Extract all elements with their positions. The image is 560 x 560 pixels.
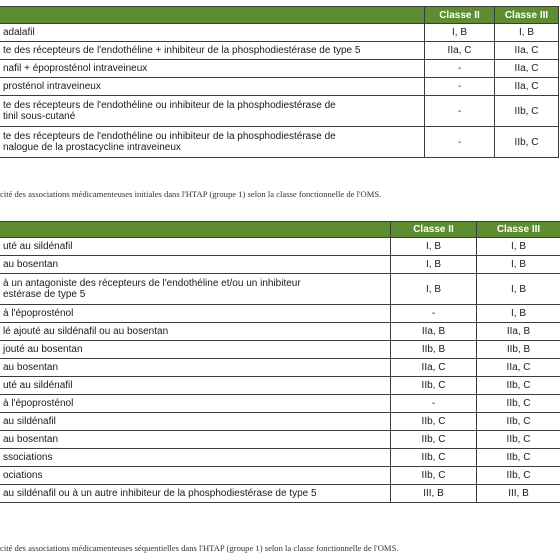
sequential-combination-table xyxy=(0,221,560,503)
classe-ii-cell: IIb, C xyxy=(391,377,477,395)
classe-iii-cell: I, B xyxy=(477,274,560,305)
header-therapy xyxy=(0,222,391,238)
classe-ii-cell: I, B xyxy=(391,238,477,256)
table-row xyxy=(0,256,560,274)
classe-iii-cell: I, B xyxy=(495,24,559,42)
table-row xyxy=(0,305,560,323)
classe-ii-cell: III, B xyxy=(391,485,477,503)
table-row xyxy=(0,78,559,96)
table-row xyxy=(0,341,560,359)
classe-iii-cell: IIa, C xyxy=(477,359,560,377)
header-therapy xyxy=(0,7,425,24)
table-row xyxy=(0,42,559,60)
therapy-cell: ociations xyxy=(0,467,391,485)
therapy-cell: jouté au bosentan xyxy=(0,341,391,359)
classe-iii-cell: IIa, C xyxy=(495,78,559,96)
table-header-row xyxy=(0,222,560,238)
therapy-cell: au sildénafil xyxy=(0,413,391,431)
table-row xyxy=(0,60,559,78)
classe-iii-cell: IIa, B xyxy=(477,323,560,341)
classe-iii-cell: IIb, C xyxy=(477,377,560,395)
classe-ii-cell: IIb, C xyxy=(391,449,477,467)
classe-iii-cell: I, B xyxy=(477,238,560,256)
classe-ii-cell: IIb, B xyxy=(391,341,477,359)
table-row xyxy=(0,467,560,485)
table-header-row xyxy=(0,7,559,24)
therapy-cell: ssociations xyxy=(0,449,391,467)
therapy-cell: adalafil xyxy=(0,24,425,42)
therapy-cell: à l'époprosténol xyxy=(0,395,391,413)
table-row xyxy=(0,413,560,431)
classe-iii-cell: IIb, C xyxy=(477,449,560,467)
therapy-cell: au bosentan xyxy=(0,359,391,377)
classe-ii-cell: IIa, C xyxy=(391,359,477,377)
classe-ii-cell: IIa, C xyxy=(425,42,495,60)
header-classe-iii: Classe III xyxy=(477,222,560,238)
classe-ii-cell: I, B xyxy=(391,256,477,274)
classe-iii-cell: IIa, C xyxy=(495,42,559,60)
table-row xyxy=(0,96,559,127)
table-row xyxy=(0,238,560,256)
table-row xyxy=(0,24,559,42)
classe-ii-cell: I, B xyxy=(391,274,477,305)
therapy-cell: uté au sildénafil xyxy=(0,377,391,395)
classe-iii-cell: IIb, C xyxy=(477,413,560,431)
initial-combination-table xyxy=(0,6,559,158)
classe-iii-cell: I, B xyxy=(477,256,560,274)
table1-caption: cité des associations médicamenteuses initiales dans l'HTAP (groupe 1) selon la classe fonctionnelle de l'OMS. xyxy=(0,189,382,199)
therapy-cell: au sildénafil ou à un autre inhibiteur de la phosphodiestérase de type 5 xyxy=(0,485,391,503)
table-row xyxy=(0,485,560,503)
classe-iii-cell: IIb, C xyxy=(495,127,559,158)
header-classe-iii: Classe III xyxy=(495,7,559,24)
therapy-cell: à un antagoniste des récepteurs de l'endothéline et/ou un inhibiteur estérase de type 5 xyxy=(0,274,391,305)
classe-iii-cell: IIb, C xyxy=(477,431,560,449)
therapy-cell: lé ajouté au sildénafil ou au bosentan xyxy=(0,323,391,341)
therapy-cell: uté au sildénafil xyxy=(0,238,391,256)
header-classe-ii: Classe II xyxy=(425,7,495,24)
classe-ii-cell: IIb, C xyxy=(391,413,477,431)
classe-ii-cell: I, B xyxy=(425,24,495,42)
classe-ii-cell: - xyxy=(425,96,495,127)
table-row xyxy=(0,449,560,467)
classe-iii-cell: I, B xyxy=(477,305,560,323)
table2-caption: cité des associations médicamenteuses séquentielles dans l'HTAP (groupe 1) selon la classe fonctionnelle de l'OMS. xyxy=(0,543,399,553)
therapy-cell: au bosentan xyxy=(0,256,391,274)
classe-iii-cell: IIb, C xyxy=(477,395,560,413)
classe-iii-cell: IIb, C xyxy=(477,467,560,485)
therapy-cell: à l'époprosténol xyxy=(0,305,391,323)
classe-ii-cell: - xyxy=(391,395,477,413)
table-row xyxy=(0,323,560,341)
table-row xyxy=(0,127,559,158)
therapy-cell: au bosentan xyxy=(0,431,391,449)
classe-ii-cell: IIa, B xyxy=(391,323,477,341)
classe-iii-cell: III, B xyxy=(477,485,560,503)
table-row xyxy=(0,395,560,413)
therapy-cell: prosténol intraveineux xyxy=(0,78,425,96)
therapy-cell: nafil + époprosténol intraveineux xyxy=(0,60,425,78)
table-row xyxy=(0,431,560,449)
table-row xyxy=(0,377,560,395)
classe-ii-cell: - xyxy=(391,305,477,323)
therapy-cell: te des récepteurs de l'endothéline + inhibiteur de la phosphodiestérase de type 5 xyxy=(0,42,425,60)
classe-ii-cell: - xyxy=(425,60,495,78)
table-row xyxy=(0,359,560,377)
header-classe-ii: Classe II xyxy=(391,222,477,238)
classe-ii-cell: IIb, C xyxy=(391,467,477,485)
classe-ii-cell: - xyxy=(425,127,495,158)
classe-iii-cell: IIb, C xyxy=(495,96,559,127)
classe-iii-cell: IIb, B xyxy=(477,341,560,359)
therapy-cell: te des récepteurs de l'endothéline ou inhibiteur de la phosphodiestérase de tinil sous-cutané xyxy=(0,96,425,127)
classe-iii-cell: IIa, C xyxy=(495,60,559,78)
classe-ii-cell: IIb, C xyxy=(391,431,477,449)
table-row xyxy=(0,274,560,305)
classe-ii-cell: - xyxy=(425,78,495,96)
therapy-cell: te des récepteurs de l'endothéline ou inhibiteur de la phosphodiestérase de nalogue de la prostacycline intraveineux xyxy=(0,127,425,158)
